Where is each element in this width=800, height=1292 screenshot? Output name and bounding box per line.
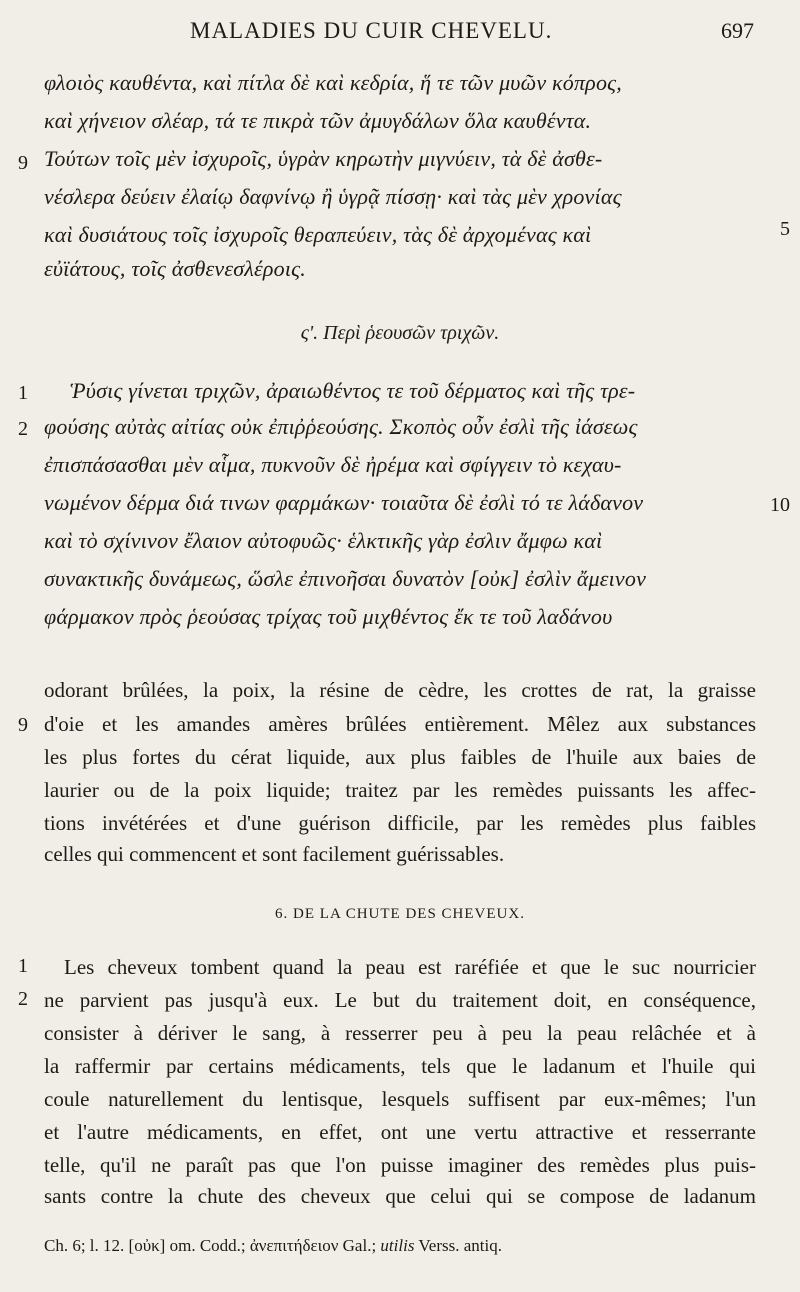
text-line: odorant brûlées, la poix, la résine de cèdre, les crottes de rat, la graisse [44,678,756,702]
footnote-text-end: Verss. antiq. [418,1236,502,1255]
text-line: ἐπισπάσασθαι μὲν αἷμα, πυκνοῦν δὲ ἠρέμα καὶ σφίγγειν τὸ κεχαυ- [44,452,622,477]
line-number: 1 [18,382,28,404]
text-line: sants contre la chute des cheveux que celui qui se compose de ladanum [44,1184,756,1208]
text-line: νέσλερα δεύειν ἐλαίῳ δαφνίνῳ ἢ ὑγρᾷ πίσσῃ· καὶ τὰς μὲν χρονίας [44,184,622,209]
text-line: tions invétérées et d'une guérison difficile, par les remèdes plus faibles [44,811,756,835]
footnote-italic: utilis [380,1236,415,1255]
greek-section-heading: ς'. Περὶ ῥεουσῶν τριχῶν. [300,322,500,344]
text-line: καὶ χήνειον σλέαρ, τά τε πικρὰ τῶν ἀμυγδάλων ὅλα καυθέντα. [44,108,592,133]
text-line: Ῥύσις γίνεται τριχῶν, ἀραιωθέντος τε τοῦ δέρματος καὶ τῆς τρε- [70,378,636,403]
text-line: celles qui commencent et sont facilement guérissables. [44,842,505,866]
line-number: 10 [770,494,790,516]
line-number: 9 [18,714,28,736]
line-number: 1 [18,955,28,977]
text-line: φλοιὸς καυθέντα, καὶ πίτλα δὲ καὶ κεδρία, ἥ τε τῶν μυῶν κόπρος, [44,70,622,95]
text-line: φάρμακον πρὸς ῥεούσας τρίχας τοῦ μιχθέντος ἔκ τε τοῦ λαδάνου [44,604,613,629]
running-title: MALADIES DU CUIR CHEVELU. [190,18,553,43]
text-line: καὶ δυσιάτους τοῖς ἰσχυροῖς θεραπεύειν, τὰς δὲ ἀρχομένας καὶ [44,222,592,247]
text-line: ne parvient pas jusqu'à eux. Le but du traitement doit, en conséquence, [44,988,756,1012]
page-number: 697 [721,18,754,43]
text-line: εὐϊάτους, τοῖς ἀσθενεσλέροις. [44,256,306,281]
text-line: coule naturellement du lentisque, lesquels suffisent par eux-mêmes; l'un [44,1087,756,1111]
running-header [0,18,800,52]
text-line: συνακτικῆς δυνάμεως, ὥσλε ἐπινοῆσαι δυνατὸν [οὐκ] ἐσλὶν ἄμεινον [44,566,647,591]
text-line: d'oie et les amandes amères brûlées entièrement. Mêlez aux substances [44,712,756,736]
text-line: Τούτων τοῖς μὲν ἰσχυροῖς, ὑγρὰν κηρωτὴν μιγνύειν, τὰ δὲ ἀσθε- [44,146,603,171]
text-line: Les cheveux tombent quand la peau est raréfiée et que le suc nourricier [64,955,756,979]
text-line: consister à dériver le sang, à resserrer peu à peu la peau relâchée et à [44,1021,756,1045]
text-line: les plus fortes du cérat liquide, aux plus faibles de l'huile aux baies de [44,745,756,769]
text-line: la raffermir par certains médicaments, tels que le ladanum et l'huile qui [44,1054,756,1078]
line-number: 5 [780,218,790,240]
text-line: telle, qu'il ne paraît pas que l'on puisse imaginer des remèdes plus puis- [44,1153,756,1177]
line-number: 2 [18,418,28,440]
text-line: νωμένον δέρμα διά τινων φαρμάκων· τοιαῦτα δὲ ἐσλὶ τό τε λάδανον [44,490,644,515]
footnote-text: Ch. 6; l. 12. [οὐκ] om. Codd.; ἀνεπιτήδειον Gal.; [44,1236,377,1255]
footnote [44,1236,756,1256]
text-line: φούσης αὐτὰς αἰτίας οὐκ ἐπιῤῥεούσης. Σκοπὸς οὖν ἐσλὶ τῆς ἰάσεως [44,414,638,439]
french-section-heading: 6. DE LA CHUTE DES CHEVEUX. [275,906,525,922]
line-number: 9 [18,152,28,174]
text-line: laurier ou de la poix liquide; traitez par les remèdes puissants les affec- [44,778,756,802]
text-line: καὶ τὸ σχίνινον ἔλαιον αὐτοφυῶς· ἑλκτικῆς γὰρ ἐσλιν ἄμφω καὶ [44,528,603,553]
line-number: 2 [18,988,28,1010]
text-line: et l'autre médicaments, en effet, ont une vertu attractive et resserrante [44,1120,756,1144]
